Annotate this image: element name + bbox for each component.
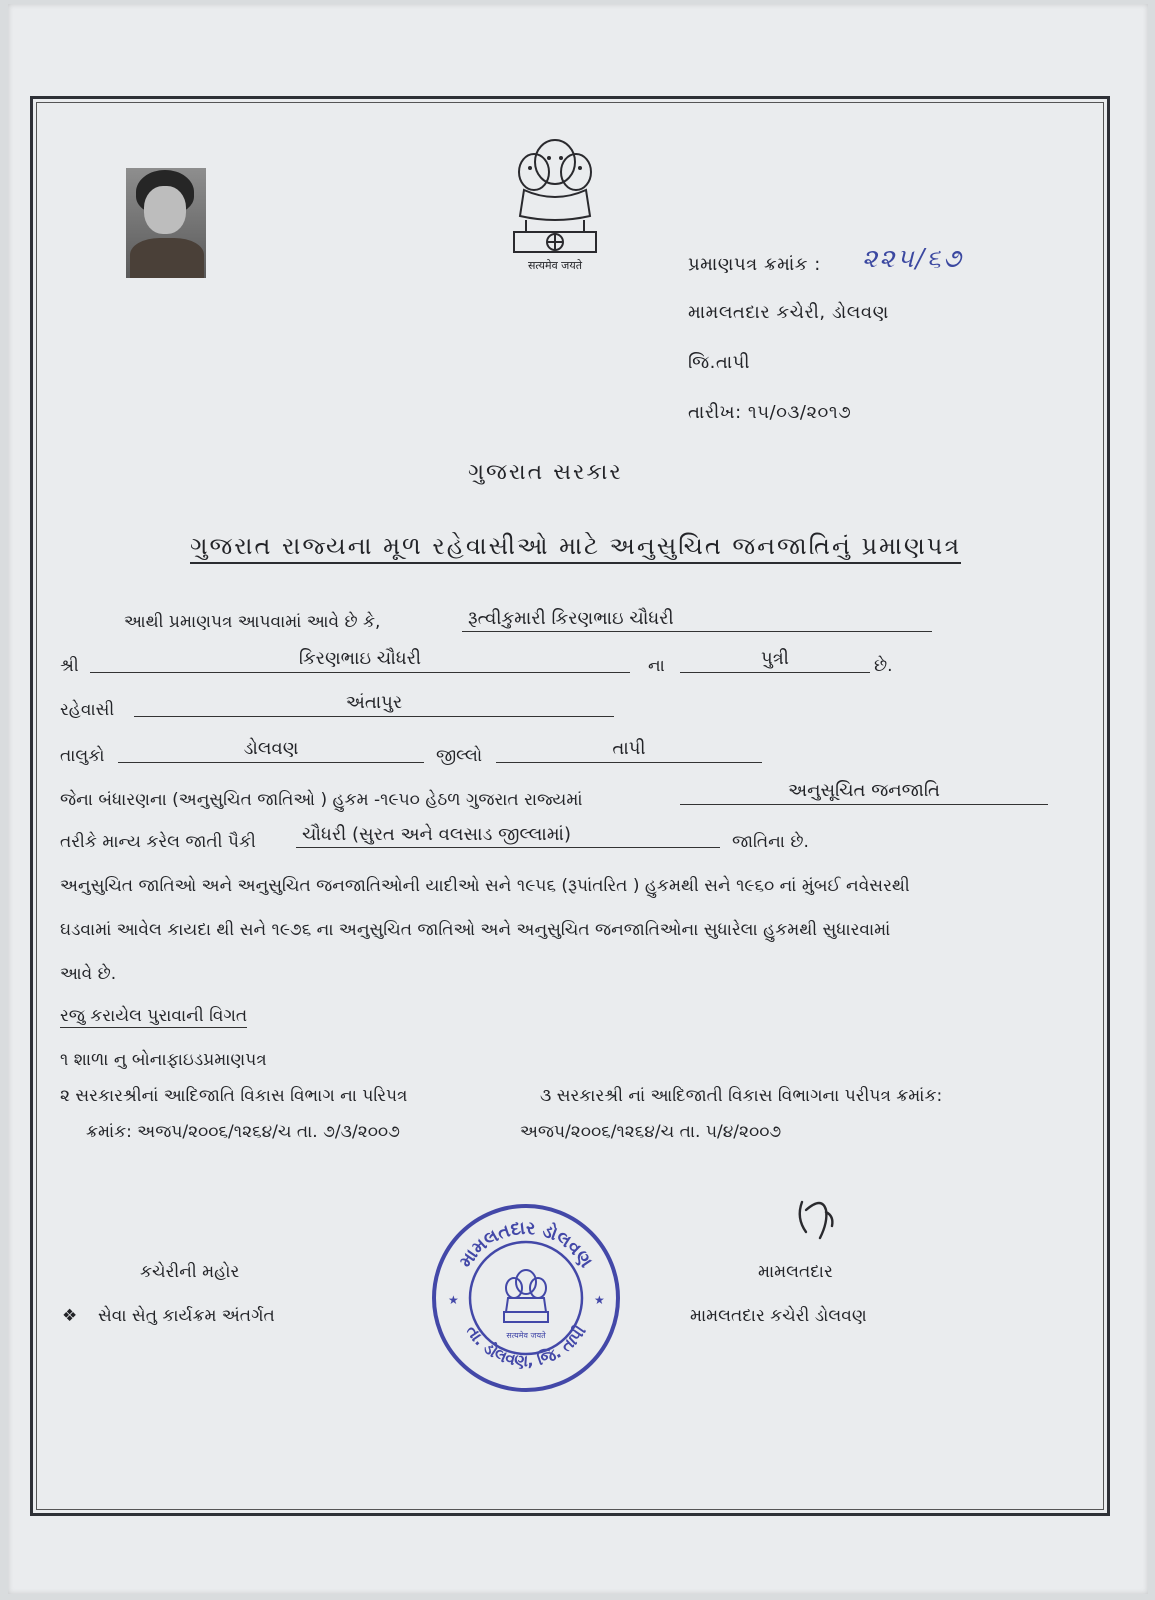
office-name: મામલતદાર કચેરી, ડોલવણ xyxy=(688,302,889,323)
paragraph-line-2: ઘડવામાં આવેલ કાયદા થી સને ૧૯૭૬ ના અનુસુચિત જાતિઓ અને અનુસુચિત જનજાતિઓના સુધારેલા હુકમથી સુધારવામાં xyxy=(60,920,891,940)
evidence-item-1: ૧ શાળા નુ બોનાફાઇડપ્રમાણપત્ર xyxy=(60,1050,267,1070)
office-district: જિ.તાપી xyxy=(688,352,750,373)
che-label: છે. xyxy=(874,656,893,676)
designation-office: મામલતદાર કચેરી ડોલવણ xyxy=(690,1306,867,1326)
national-emblem-icon xyxy=(504,124,606,276)
stamp-top-text: મામલતદાર ડોલવણ xyxy=(455,1217,597,1272)
government-heading: ગુજરાત સરકાર xyxy=(468,460,623,485)
certificate-title: ગુજરાત રાજ્યના મૂળ રહેવાસીઓ માટે અનુસુચિત જનજાતિનું પ્રમાણપત્ર xyxy=(190,532,961,564)
stamp-emblem-text: सत्यमेव जयते xyxy=(506,1331,546,1340)
na-label: ના xyxy=(648,656,665,676)
evidence-item-2-number: ક્રમાંક: અજપ/૨૦૦૬/૧૨૬૪/ચ તા. ૭/૩/૨૦૦૭ xyxy=(86,1122,400,1142)
taluka-value: ડોલવણ xyxy=(118,738,424,763)
taluka-label: તાલુકો xyxy=(60,746,105,766)
signature-icon xyxy=(792,1192,842,1242)
seva-setu-text: સેવા સેતુ કાર્યક્રમ અંતર્ગત xyxy=(98,1306,275,1326)
applicant-photo xyxy=(126,168,206,278)
intro-text: આથી પ્રમાણપત્ર આપવામાં આવે છે કે, xyxy=(124,612,381,632)
order-text: જેના બંધારણના (અનુસુચિત જાતિઓ ) હુકમ -૧૯૫૦ હેઠળ ગુજરાત રાજ્યમાં xyxy=(60,790,583,810)
issue-date: તારીખ: ૧૫/૦૩/૨૦૧૭ xyxy=(688,402,852,423)
svg-text:★: ★ xyxy=(594,1293,605,1307)
stamp-bottom-text: તા. ડોલવણ, જિ. તાપી xyxy=(462,1321,590,1371)
district-label: જીલ્લો xyxy=(436,746,483,766)
recognized-label: તરીકે માન્ય કરેલ જાતી પૈકી xyxy=(60,832,256,852)
evidence-item-2: ૨ સરકારશ્રીનાં આદિજાતિ વિકાસ વિભાગ ના પરિપત્ર xyxy=(60,1086,408,1106)
svg-text:મામલતદાર ડોલવણ xyxy=(455,1218,596,1272)
svg-text:★: ★ xyxy=(448,1293,459,1307)
paragraph-line-3: આવે છે. xyxy=(60,964,117,984)
evidence-heading: રજુ કરાયેલ પુરાવાની વિગત xyxy=(60,1006,248,1026)
father-name: કિરણભાઇ ચૌધરી xyxy=(90,648,630,673)
evidence-item-3: ૩ સરકારશ્રી નાં આદિજાતી વિકાસ વિભાગના પરીપત્ર ક્રમાંક: xyxy=(540,1086,943,1106)
caste-suffix: જાતિના છે. xyxy=(732,832,809,852)
paragraph-line-1: અનુસુચિત જાતિઓ અને અનુસુચિત જનજાતિઓની યાદીઓ સને ૧૯૫૬ (રૂપાંતરિત ) હુકમથી સને ૧૯૬૦ નાં મુંબઈ નવેસરથી xyxy=(60,876,910,896)
official-stamp xyxy=(428,1200,624,1396)
evidence-item-3-number: અજપ/૨૦૦૬/૧૨૬૪/ચ તા. ૫/૪/૨૦૦૭ xyxy=(520,1122,782,1142)
office-seal-label: કચેરીની મહોર xyxy=(140,1262,240,1282)
shri-label: શ્રી xyxy=(60,656,79,676)
district-value: તાપી xyxy=(496,738,762,763)
seva-bullet-icon: ❖ xyxy=(62,1306,78,1326)
svg-text:તા. ડોલવણ, જિ. તાપી xyxy=(462,1321,589,1370)
applicant-name: રૂત્વીકુમારી કિરણભાઇ ચૌધરી xyxy=(462,608,932,632)
emblem-motto: सत्यमेव जयते xyxy=(527,259,582,272)
relation: પુત્રી xyxy=(680,648,870,673)
residence-value: અંતાપુર xyxy=(134,692,614,717)
caste-value: ચૌધરી (સુરત અને વલસાડ જીલ્લામાં) xyxy=(296,824,720,848)
category-value: અનુસૂચિત જનજાતિ xyxy=(680,780,1048,805)
residence-label: રહેવાસી xyxy=(60,700,115,720)
cert-no-label: પ્રમાણપત્ર ક્રમાંક : xyxy=(688,254,821,275)
cert-no-value: ૨૨૫/૬૭ xyxy=(862,244,963,274)
designation: મામલતદાર xyxy=(758,1262,833,1282)
